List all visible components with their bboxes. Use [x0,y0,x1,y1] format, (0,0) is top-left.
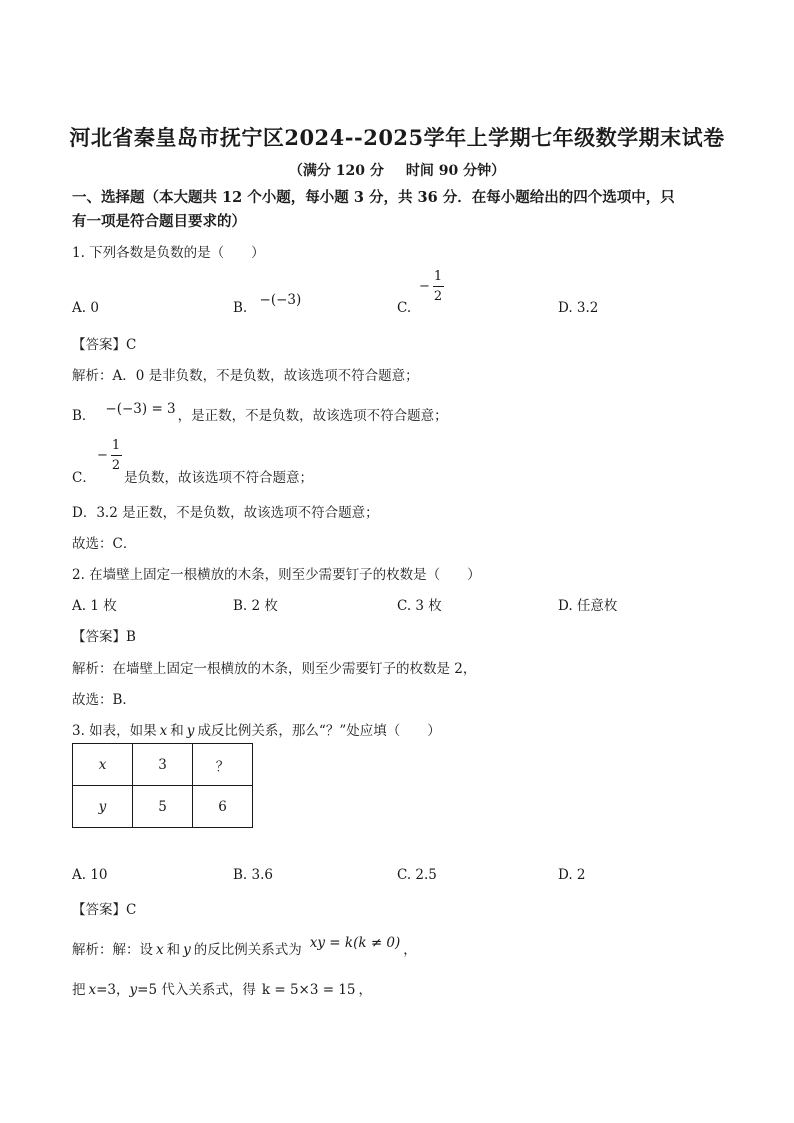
fraction-denominator: 2 [433,289,443,304]
q3-analysis1-and: 和 [166,942,181,958]
table-cell: y [73,786,133,828]
section-heading: 一、选择题（本大题共 12 个小题，每小题 3 分，共 36 分．在每小题给出的四个选项中，只 [72,189,675,206]
q3-analysis1-mid: 的反比例关系式为 [193,942,302,958]
q3-stem-and: 和 [170,723,184,739]
q3-analysis1-y: y [183,942,191,958]
q1-option-c: C. [397,300,412,316]
q1-analysis-c-fraction [110,439,122,472]
q3-analysis2-prefix: 把 [72,982,86,998]
table-cell: ？ [193,744,253,786]
fraction-bar [433,286,444,287]
q1-option-c-fraction [432,270,444,303]
q3-analysis1-x: x [156,942,164,958]
q1-option-c-sign: − [419,279,430,294]
q3-stem-y: y [186,723,195,739]
q3-stem-prefix: 3. 如表，如果 [72,723,157,739]
q2-option-d: D. 任意枚 [558,598,618,614]
q1-analysis-b-text: ，是正数，不是负数，故该选项不符合题意； [177,408,448,424]
q3-analysis2-y: y [129,982,138,998]
table-row [73,744,253,786]
q1-analysis-c-text: 是负数，故该选项不符合题意； [124,470,313,486]
score-note: （满分 120 分 [288,163,384,179]
q2-conclusion: 故选：B． [72,692,136,708]
q3-analysis2-x: x [88,982,97,998]
table-cell: 3 [133,744,193,786]
table-cell: 5 [133,786,193,828]
q3-table [72,743,253,828]
fraction-denominator: 2 [111,458,121,473]
q1-option-c-math [419,270,444,303]
q3-answer: 【答案】C [72,902,137,918]
q3-analysis1-prefix: 解析：解：设 [72,942,153,958]
q1-analysis-b-math: −(−3) = 3 [105,401,176,417]
q1-option-b-math: −(−3) [259,292,302,308]
q1-conclusion: 故选：C． [72,536,137,552]
q1-analysis-a: 解析：A．0 是非负数，不是负数，故该选项不符合题意； [72,368,419,384]
q2-stem: 2. 在墙壁上固定一根横放的木条，则至少需要钉子的枚数是（ ） [72,567,481,583]
q3-analysis-line1 [72,935,417,958]
q3-analysis2-yv: =5 代入关系式，得 [137,982,256,998]
q1-analysis-c-sign: − [97,448,108,463]
q1-answer: 【答案】C [72,337,137,353]
q1-option-d: D. 3.2 [558,300,599,316]
exam-info [0,160,794,180]
table-cell: 6 [193,786,253,828]
fraction-numerator: 1 [111,438,121,453]
fraction-numerator: 1 [433,269,443,284]
q3-stem-suffix: 成反比例关系，那么“？”处应填（ ） [197,723,441,739]
q3-analysis1-math: xy = k(k ≠ 0) [309,935,401,951]
q3-stem-x: x [159,723,168,739]
q1-option-b [233,292,302,316]
time-note: 时间 90 分钟） [405,163,506,179]
q1-option-b-label: B. [233,300,248,316]
q3-analysis2-end: ， [358,982,373,998]
q3-analysis2-math: k = 5×3 = 15 [261,982,356,998]
q2-option-c: C. 3 枚 [397,598,442,614]
q1-analysis-b-label: B． [72,408,96,424]
q3-option-d: D. 2 [558,867,586,883]
table-cell: x [73,744,133,786]
q3-analysis-line2 [72,978,372,998]
q3-analysis1-end: ， [403,942,417,958]
page-title: 河北省秦皇岛市抚宁区2024--2025学年上学期七年级数学期末试卷 [69,125,725,150]
q2-answer: 【答案】B [72,629,136,645]
q1-option-a: A. 0 [72,300,99,316]
q1-analysis-d: D．3.2 是正数，不是负数，故该选项不符合题意； [72,505,379,521]
q1-analysis-b [72,401,448,424]
q1-analysis-c-math [97,439,122,472]
table-row [73,786,253,828]
q3-option-a: A. 10 [72,867,108,883]
q2-option-b: B. 2 枚 [233,598,278,614]
q1-analysis-c-label: C． [72,470,96,486]
q3-option-c: C. 2.5 [397,867,437,883]
fraction-bar [111,455,122,456]
q3-option-b: B. 3.6 [233,867,273,883]
q3-analysis2-xv: =3， [96,982,130,998]
q2-option-a: A. 1 枚 [72,598,117,614]
q2-analysis: 解析：在墙壁上固定一根横放的木条，则至少需要钉子的枚数是 2， [72,661,477,677]
q1-stem: 1. 下列各数是负数的是（ ） [72,245,265,261]
section-heading-cont: 有一项是符合题目要求的） [72,213,246,230]
q3-stem [72,719,441,739]
